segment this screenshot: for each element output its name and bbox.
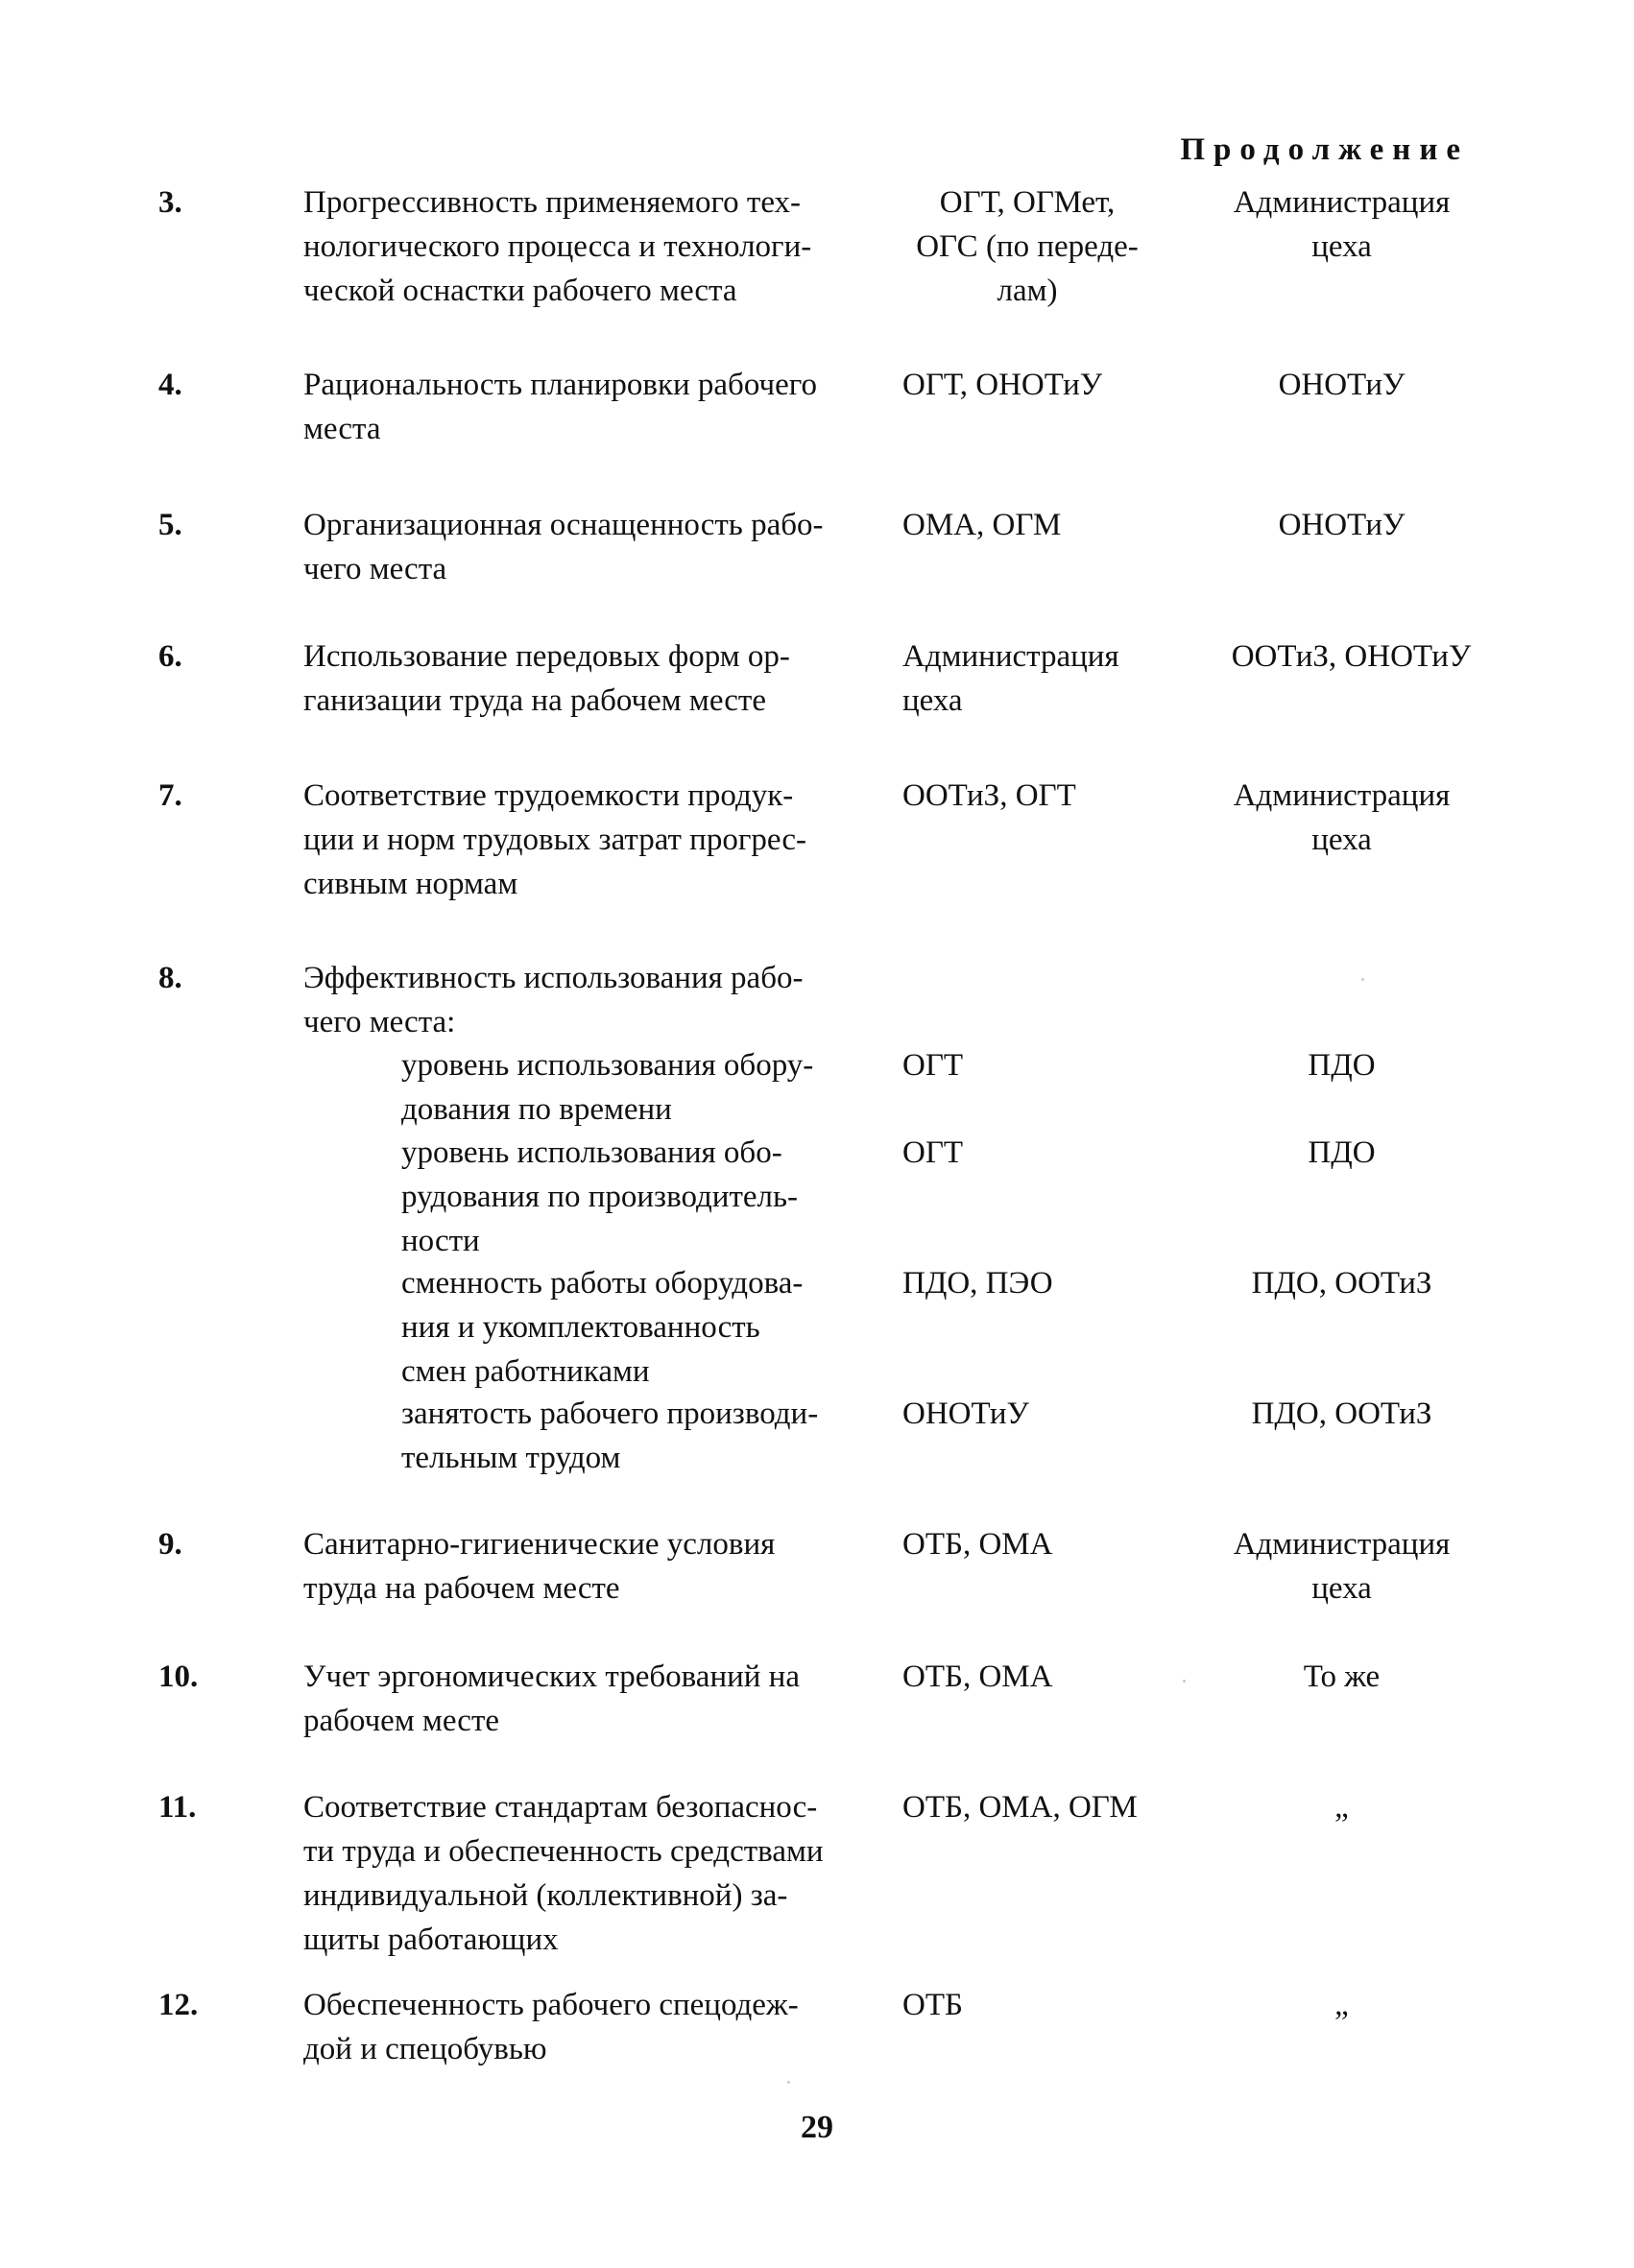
row-description: Санитарно-гигиенические условия труда на рабочем месте bbox=[303, 1527, 776, 1606]
row-control: ОНОТиУ bbox=[1278, 508, 1406, 542]
row-control: Администрация цеха bbox=[1233, 1527, 1451, 1606]
row-responsible: ОТБ, ОМА bbox=[902, 1659, 1053, 1694]
row-number: 3. bbox=[158, 185, 182, 220]
subrow-responsible: ОГТ bbox=[902, 1135, 964, 1170]
row-control: То же bbox=[1303, 1659, 1381, 1694]
row-control: Администрация цеха bbox=[1233, 185, 1451, 264]
row-description: Обеспеченность рабочего спецодеж- дой и спецобувью bbox=[303, 1988, 799, 2066]
row-responsible: ОГТ, ОНОТиУ bbox=[902, 368, 1103, 402]
subrow-description: занятость рабочего производи- тельным трудом bbox=[401, 1397, 819, 1475]
row-control: Администрация цеха bbox=[1233, 778, 1451, 857]
row-number: 4. bbox=[158, 368, 182, 402]
subrow-responsible: ОНОТиУ bbox=[902, 1397, 1029, 1431]
scan-speck bbox=[787, 2081, 790, 2084]
row-responsible: Администрация цеха bbox=[902, 639, 1119, 718]
row-number: 6. bbox=[158, 639, 182, 674]
row-number: 8. bbox=[158, 961, 182, 995]
row-number: 7. bbox=[158, 778, 182, 813]
row-description: Соответствие стандартам безопаснос- ти труда и обеспеченность средствами индивидуальной (коллективной) за- щиты работающих bbox=[303, 1790, 824, 1957]
scan-speck bbox=[1183, 1680, 1186, 1683]
subrow-description: уровень использования обору- дования по времени bbox=[401, 1048, 814, 1127]
row-number: 12. bbox=[158, 1988, 199, 2022]
row-description: Прогрессивность применяемого тех- нологического процесса и технологи- ческой оснастки рабочего места bbox=[303, 185, 812, 308]
subrow-control: ПДО bbox=[1308, 1135, 1376, 1170]
subrow-responsible: ПДО, ПЭО bbox=[902, 1266, 1053, 1301]
row-description: Рациональность планировки рабочего места bbox=[303, 368, 817, 446]
row-responsible: ООТиЗ, ОГТ bbox=[902, 778, 1076, 813]
subrow-responsible: ОГТ bbox=[902, 1048, 964, 1083]
row-control: „ bbox=[1334, 1790, 1349, 1825]
row-number: 9. bbox=[158, 1527, 182, 1562]
row-number: 11. bbox=[158, 1790, 197, 1825]
scan-speck bbox=[1361, 978, 1364, 981]
row-description: Организационная оснащенность рабо- чего места bbox=[303, 508, 824, 586]
row-responsible: ОГТ, ОГМет, ОГС (по переде- лам) bbox=[916, 185, 1139, 308]
row-description: Учет эргономических требований на рабочем месте bbox=[303, 1659, 800, 1738]
row-number: 5. bbox=[158, 508, 182, 542]
row-responsible: ОМА, ОГМ bbox=[902, 508, 1062, 542]
row-control: ОНОТиУ bbox=[1278, 368, 1406, 402]
page-number: 29 bbox=[801, 2110, 833, 2145]
subrow-control: ПДО, ООТиЗ bbox=[1251, 1266, 1432, 1301]
row-responsible: ОТБ bbox=[902, 1988, 963, 2022]
continuation-label: Продолжение bbox=[1180, 132, 1469, 167]
row-control: ООТиЗ, ОНОТиУ bbox=[1231, 639, 1472, 674]
row-number: 10. bbox=[158, 1659, 199, 1694]
row-control: „ bbox=[1334, 1988, 1349, 2022]
subrow-description: сменность работы оборудова- ния и укомплектованность смен работниками bbox=[401, 1266, 804, 1389]
subrow-control: ПДО bbox=[1308, 1048, 1376, 1083]
row-responsible: ОТБ, ОМА bbox=[902, 1527, 1053, 1562]
subrow-description: уровень использования обо- рудования по производитель- ности bbox=[401, 1135, 799, 1258]
row-description: Эффективность использования рабо- чего места: bbox=[303, 961, 804, 1039]
subrow-control: ПДО, ООТиЗ bbox=[1251, 1397, 1432, 1431]
row-description: Соответствие трудоемкости продук- ции и норм трудовых затрат прогрес- сивным нормам bbox=[303, 778, 806, 901]
row-description: Использование передовых форм ор- ганизации труда на рабочем месте bbox=[303, 639, 790, 718]
row-responsible: ОТБ, ОМА, ОГМ bbox=[902, 1790, 1138, 1825]
